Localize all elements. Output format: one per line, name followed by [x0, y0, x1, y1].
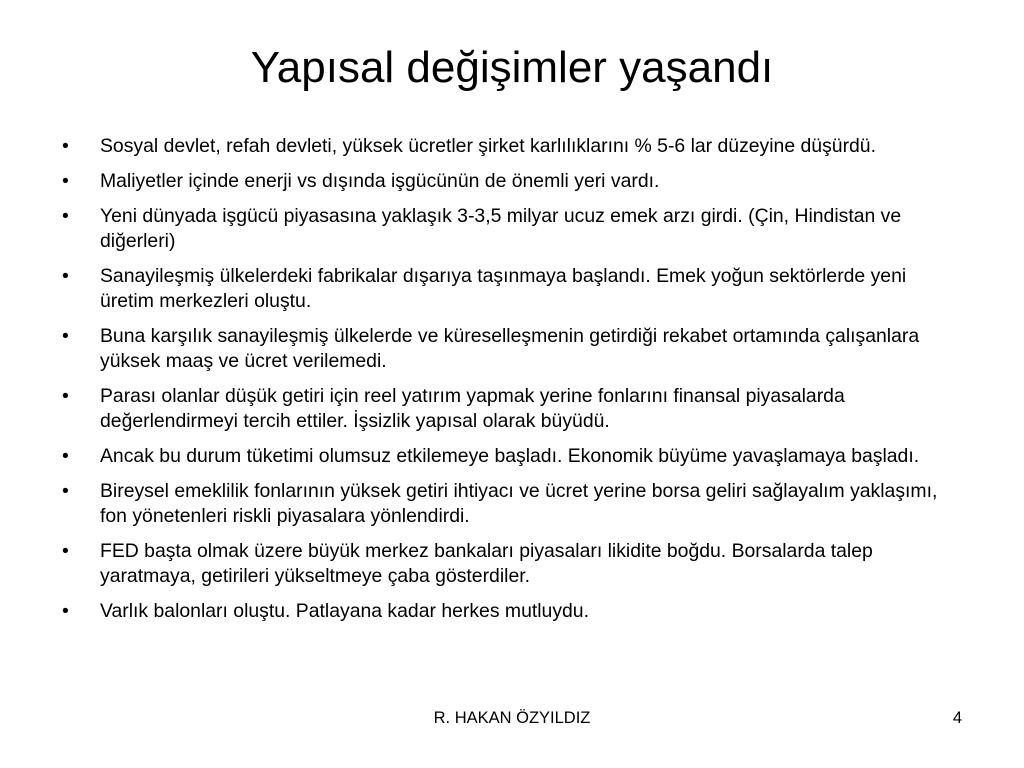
bullet-item	[62, 204, 962, 254]
page-number: 4	[952, 709, 962, 727]
bullet-dot-icon: •	[62, 600, 69, 622]
bullet-text: Buna karşılık sanayileşmiş ülkelerde ve küreselleşmenin getirdiği rekabet ortamında çalışanlara yüksek maaş ve ücret verilemedi.	[100, 325, 920, 372]
bullet-item	[62, 539, 962, 589]
bullet-text: Parası olanlar düşük getiri için reel yatırım yapmak yerine fonlarını finansal piyasalarda değerlendirmeyi tercih ettiler. İşsizlik yapısal olarak büyüdü.	[100, 385, 845, 432]
bullet-text: Maliyetler içinde enerji vs dışında işgücünün de önemli yeri vardı.	[100, 170, 660, 192]
bullet-item	[62, 264, 962, 314]
bullet-list	[62, 134, 962, 634]
bullet-text: FED başta olmak üzere büyük merkez bankaları piyasaları likidite boğdu. Borsalarda talep yaratmaya, getirileri yükseltmeye çaba gösterdiler.	[100, 540, 873, 587]
bullet-dot-icon: •	[62, 480, 69, 502]
bullet-dot-icon: •	[62, 540, 69, 562]
bullet-dot-icon: •	[62, 385, 69, 407]
footer-author: R. HAKAN ÖZYILDIZ	[433, 709, 591, 727]
bullet-item	[62, 444, 962, 469]
bullet-item	[62, 324, 962, 374]
bullet-dot-icon: •	[62, 265, 69, 287]
bullet-dot-icon: •	[62, 325, 69, 347]
bullet-text: Bireysel emeklilik fonlarının yüksek getiri ihtiyacı ve ücret yerine borsa geliri sağlayalım yaklaşımı, fon yönetenleri riskli piyasalara yönlendirdi.	[100, 480, 938, 527]
bullet-text: Yeni dünyada işgücü piyasasına yaklaşık 3-3,5 milyar ucuz emek arzı girdi. (Çin, Hindistan ve diğerleri)	[100, 205, 902, 252]
bullet-item	[62, 479, 962, 529]
bullet-item	[62, 169, 962, 194]
bullet-text: Sanayileşmiş ülkelerdeki fabrikalar dışarıya taşınmaya başlandı. Emek yoğun sektörlerde yeni üretim merkezleri oluştu.	[100, 265, 907, 312]
bullet-dot-icon: •	[62, 170, 69, 192]
bullet-item	[62, 384, 962, 434]
bullet-text: Varlık balonları oluştu. Patlayana kadar herkes mutluydu.	[100, 600, 589, 622]
bullet-text: Ancak bu durum tüketimi olumsuz etkilemeye başladı. Ekonomik büyüme yavaşlamaya başladı.	[100, 445, 920, 467]
bullet-dot-icon: •	[62, 445, 69, 467]
bullet-dot-icon: •	[62, 205, 69, 227]
bullet-dot-icon: •	[62, 135, 69, 157]
slide-title: Yapısal değişimler yaşandı	[250, 43, 774, 92]
bullet-item	[62, 134, 962, 159]
bullet-text: Sosyal devlet, refah devleti, yüksek ücretler şirket karlılıklarını % 5-6 lar düzeyine düşürdü.	[100, 135, 876, 157]
bullet-item	[62, 599, 962, 624]
